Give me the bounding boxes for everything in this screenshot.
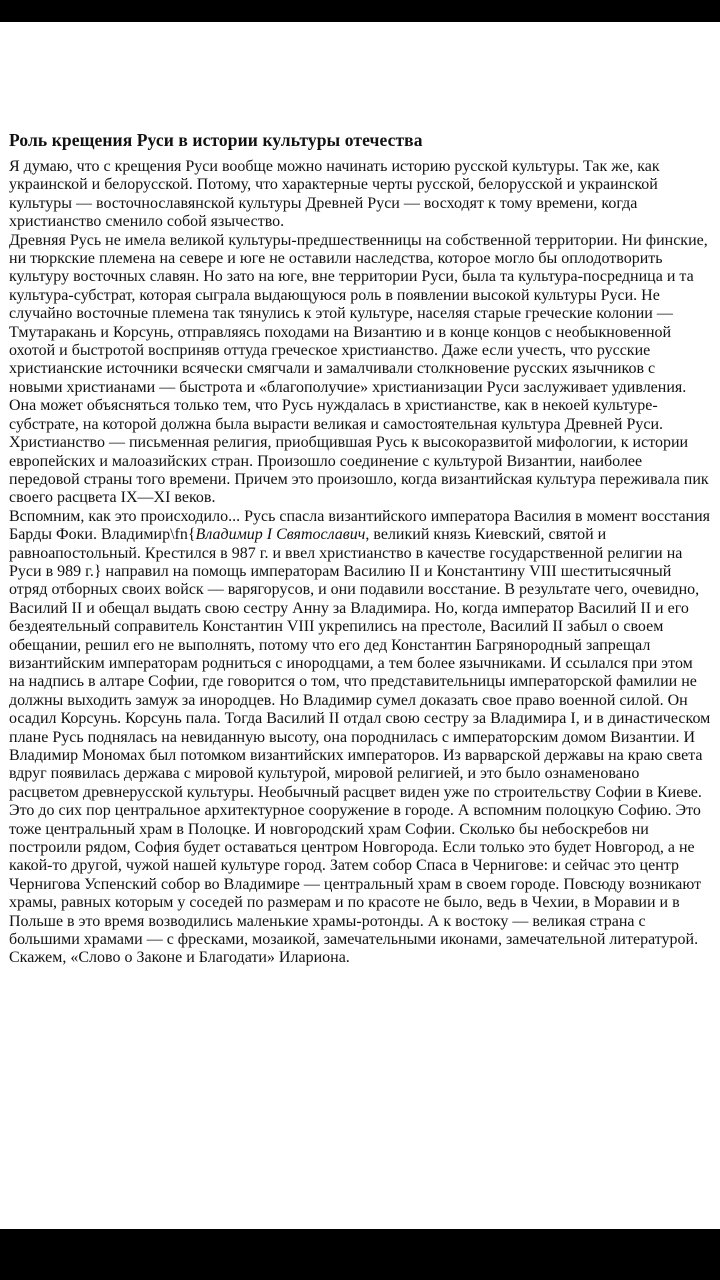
bottom-black-bar — [0, 1229, 720, 1280]
document-title: Роль крещения Руси в истории культуры отечества — [9, 130, 423, 150]
footnote-italic-name: Владимир I Святославич — [195, 526, 366, 544]
paragraph-1: Я думаю, что с крещения Руси вообще можно начинать историю русской культуры. Так же, как украинской и белорусской. Потому, что характерные черты русской, белорусской и украинской культуры — восточнославянской культуры Древней Руси — восходят к тому времени, когда христианство сменило собой язычество. — [9, 158, 660, 231]
paragraph-4-text-start: Вспомним, как это происходило... Русь спасла византийского императора Василия в момент восстания Барды Фоки. Владимир\fn{ — [9, 507, 711, 544]
paragraph-2: Древняя Русь не имела великой культуры-предшественницы на собственной территории. Ни финские, ни тюркские племена на севере и юге не оставили наследства, которое могло бы оплодотворить культуру восточных славян. Но зато на юге, вне территории Руси, была та культура-посредница и та культура-субстрат, которая сыграла выдающуюся роль в появлении высокой культуры Руси. Не случайно восточные племена так тянулись к этой культуре, населяя старые греческие колонии — Тмутаракань и Корсунь, отправляясь походами на Византию и в конце концов с необыкновенной охотой и быстротой восприняв оттуда греческое христианство. Даже если учесть, что русские христианские источники всячески смягчали и замалчивали столкновение русских язычников с новыми христианами — быстрота и «благополучие» христианизации Руси заслуживает удивления. Она может объясняться только тем, что Русь нуждалась в христианстве, как в некоей культуре-субстрате, на которой должна была вырасти великая и самостоятельная культура Древней Руси. — [9, 231, 708, 433]
document-page — [9, 128, 711, 968]
paragraph-4-text-rest: , великий князь Киевский, святой и равноапостольный. Крестился в 987 г. и ввел христианство в качестве государственной религии на Руси в 989 г.} направил на помощь императорам Василию II и Константину VIII шеститысячный отряд отборных своих войск — варягорусов, и они подавили восстание. В результате чего, очевидно, Василий II и обещал выдать свою сестру Анну за Владимира. Но, когда император Василий II и его бездеятельный соправитель Константин VIII укрепились на престоле, Василий II забыл о своем обещании, решил его не выполнять, потому что его дед Константин Багрянородный запрещал византийским императорам родниться с инородцами, а тем более язычниками. И ссылался при этом на надпись в алтаре Софии, где говорится о том, что представительницы императорской фамилии не должны выходить замуж за инородцев. Но Владимир сумел доказать свое право военной силой. Он осадил Корсунь. Корсунь пала. Тогда Василий II отдал свою сестру за Владимира I, и в династическом плане Русь поднялась на невиданную высоту, она породнилась с императорским домом Византии. И Владимир Мономах был потомком византийских императоров. Из варварской державы на краю света вдруг появилась держава с мировой культурой, мировой религией, и это было ознаменовано расцветом древнерусской культуры. Необычный расцвет виден уже по строительству Софии в Киеве. Это до сих пор центральное архитектурное сооружение в городе. А вспомним полоцкую Софию. Это тоже центральный храм в Полоцке. И новгородский храм Софии. Сколько бы небоскребов ни построили рядом, София будет оставаться центром Новгорода. Если только это будет Новгород, а не какой-то другой, чужой нашей культуре город. Затем собор Спаса в Чернигове: и сейчас это центр Чернигова Успенский собор во Владимире — центральный храм в своем городе. Повсюду возникают храмы, равных которым у соседей по размерам и по красоте не было, ведь в Чехии, в Моравии и в Польше в это время возводились маленькие храмы-ротонды. А к востоку — великая страна с большими храмами — с фресками, мозаикой, замечательными иконами, замечательной литературой. Скажем, «Слово о Законе и Благодати» Илариона. — [9, 526, 711, 967]
document-body — [9, 158, 711, 968]
paragraph-3: Христианство — письменная религия, приобщившая Русь к высокоразвитой мифологии, к истории европейских и малоазийских стран. Произошло соединение с культурой Византии, наиболее передовой страны того времени. Причем это произошло, когда византийская культура переживала пик своего расцвета IX—XI веков. — [9, 434, 709, 507]
paragraph-4 — [9, 508, 711, 968]
top-black-bar — [0, 0, 720, 22]
